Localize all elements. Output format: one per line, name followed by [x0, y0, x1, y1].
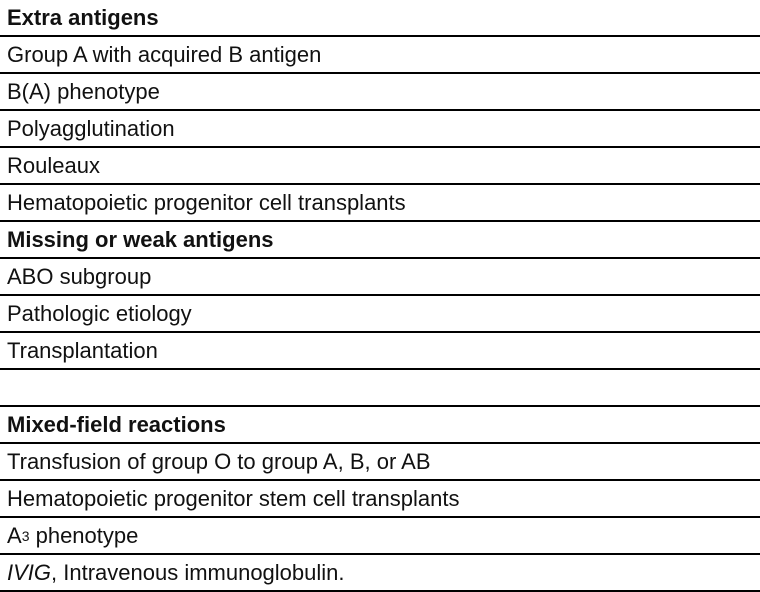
table-row: Transplantation: [0, 333, 760, 370]
table-row: Polyagglutination: [0, 111, 760, 148]
table-row-empty: [0, 370, 760, 407]
table-row: Group A with acquired B antigen: [0, 37, 760, 74]
table-row: Transfusion of group O to group A, B, or AB: [0, 444, 760, 481]
table-row: Pathologic etiology: [0, 296, 760, 333]
table-row: B(A) phenotype: [0, 74, 760, 111]
a3-base: A: [7, 522, 22, 548]
section-heading-missing-or-weak-antigens: Missing or weak antigens: [0, 222, 760, 259]
footnote-text: , Intravenous immunoglobulin.: [51, 559, 345, 585]
a3-subscript: 3: [21, 527, 30, 544]
a3-rest: phenotype: [29, 522, 139, 548]
footnote-abbreviation: IVIG: [7, 559, 52, 585]
table-row-a3-phenotype: [0, 518, 760, 555]
table-row: Hematopoietic progenitor cell transplants: [0, 185, 760, 222]
table-row: Hematopoietic progenitor stem cell transplants: [0, 481, 760, 518]
table-row: ABO subgroup: [0, 259, 760, 296]
table-row: Rouleaux: [0, 148, 760, 185]
section-heading-mixed-field-reactions: Mixed-field reactions: [0, 407, 760, 444]
table-footnote: [0, 555, 760, 592]
section-heading-extra-antigens: Extra antigens: [0, 0, 760, 37]
